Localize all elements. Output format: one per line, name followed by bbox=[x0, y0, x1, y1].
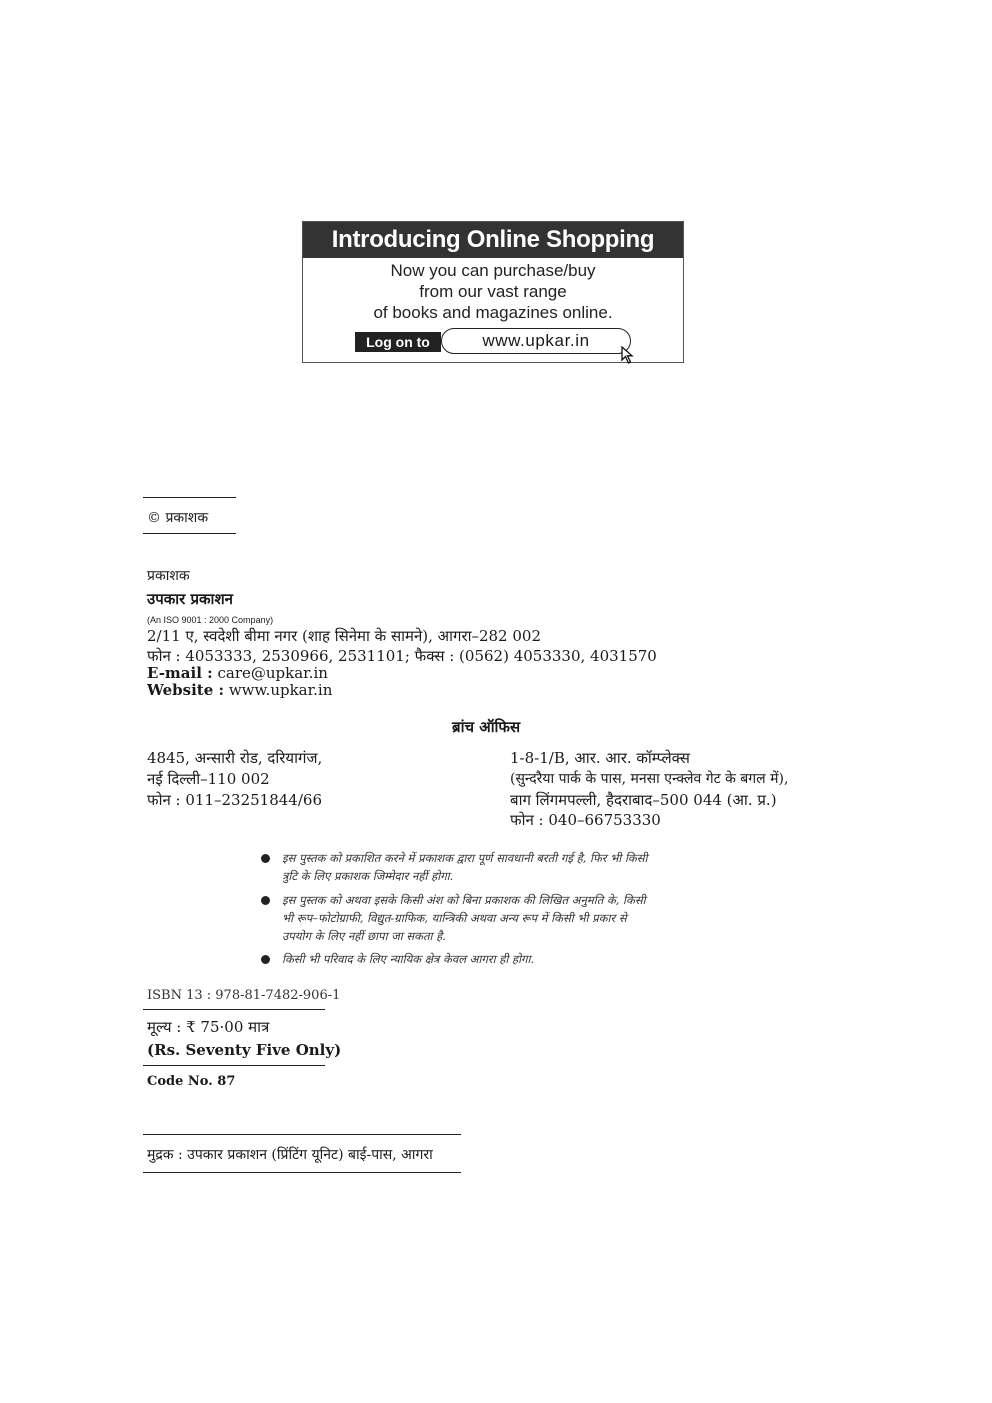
branch-right-line-3: बाग लिंगमपल्ली, हैदराबाद–500 044 (आ. प्र.) bbox=[510, 791, 777, 809]
iso-note: (An ISO 9001 : 2000 Company) bbox=[147, 615, 274, 625]
bullet-icon bbox=[261, 896, 270, 905]
note-1-line-2: त्रुटि के लिए प्रकाशक जिम्मेदार नहीं होगा. bbox=[282, 869, 454, 883]
printer-bottom-rule bbox=[143, 1172, 461, 1173]
publisher-name: उपकार प्रकाशन bbox=[147, 590, 233, 608]
note-1 bbox=[282, 849, 727, 885]
printer-top-rule bbox=[143, 1134, 461, 1135]
copyright-top-rule bbox=[143, 497, 236, 498]
price: मूल्य : ₹ 75·00 मात्र bbox=[147, 1018, 270, 1036]
online-shopping-ad bbox=[302, 221, 684, 363]
ad-banner-title: Introducing Online Shopping bbox=[303, 222, 683, 258]
note-3 bbox=[282, 950, 727, 968]
publisher-label: प्रकाशक bbox=[147, 568, 190, 584]
note-3-line-1: किसी भी परिवाद के लिए न्यायिक क्षेत्र केवल आगरा ही होगा. bbox=[282, 952, 535, 966]
email-value[interactable]: care@upkar.in bbox=[217, 664, 328, 682]
bullet-icon bbox=[261, 854, 270, 863]
publisher-phone: फोन : 4053333, 2530966, 2531101; फैक्स : (0562) 4053330, 4031570 bbox=[147, 647, 657, 665]
isbn-rule bbox=[143, 1009, 325, 1010]
price-in-words: (Rs. Seventy Five Only) bbox=[147, 1041, 342, 1059]
branch-heading: ब्रांच ऑफिस bbox=[452, 718, 521, 736]
branch-left-line-3: फोन : 011–23251844/66 bbox=[147, 791, 322, 809]
mouse-pointer-icon bbox=[621, 346, 635, 364]
website-label: Website : bbox=[147, 681, 225, 699]
branch-right-line-2: (सुन्दरैया पार्क के पास, मनसा एन्क्लेव गेट के बगल में), bbox=[510, 771, 789, 787]
ad-body-text bbox=[303, 260, 683, 323]
bullet-icon bbox=[261, 955, 270, 964]
note-2-line-1: इस पुस्तक को अथवा इसके किसी अंश को बिना प्रकाशक की लिखित अनुमति के, किसी bbox=[282, 893, 646, 907]
ad-line-3: of books and magazines online. bbox=[373, 303, 613, 322]
website-value[interactable]: www.upkar.in bbox=[228, 681, 333, 699]
email-label: E-mail : bbox=[147, 664, 213, 682]
ad-url-link[interactable]: www.upkar.in bbox=[441, 328, 631, 354]
publisher-address: 2/11 ए, स्वदेशी बीमा नगर (शाह सिनेमा के सामने), आगरा–282 002 bbox=[147, 627, 541, 645]
publisher-email-line bbox=[147, 664, 328, 682]
copyright-bottom-rule bbox=[143, 533, 236, 534]
branch-left-line-2: नई दिल्ली–110 002 bbox=[147, 770, 270, 788]
isbn: ISBN 13 : 978-81-7482-906-1 bbox=[147, 988, 341, 1003]
note-2 bbox=[282, 891, 727, 945]
code-number: Code No. 87 bbox=[147, 1074, 236, 1089]
note-2-line-2: भी रूप–फोटोग्राफी, विद्युत-ग्राफिक, यान्त्रिकी अथवा अन्य रूप में किसी भी प्रकार से bbox=[282, 911, 627, 925]
price-rule bbox=[143, 1065, 325, 1066]
note-1-line-1: इस पुस्तक को प्रकाशित करने में प्रकाशक द्वारा पूर्ण सावधानी बरती गई है, फिर भी किसी bbox=[282, 851, 648, 865]
branch-right-line-1: 1-8-1/B, आर. आर. कॉम्प्लेक्स bbox=[510, 749, 690, 767]
publisher-website-line bbox=[147, 681, 332, 699]
printer-line: मुद्रक : उपकार प्रकाशन (प्रिंटिंग यूनिट) बाई-पास, आगरा bbox=[147, 1147, 433, 1163]
copyright-line: © प्रकाशक bbox=[147, 510, 209, 526]
log-on-label: Log on to bbox=[355, 332, 441, 352]
ad-line-1: Now you can purchase/buy bbox=[390, 261, 596, 280]
ad-line-2: from our vast range bbox=[419, 282, 567, 301]
note-2-line-3: उपयोग के लिए नहीं छापा जा सकता है. bbox=[282, 929, 446, 943]
branch-right-line-4: फोन : 040–66753330 bbox=[510, 811, 661, 829]
branch-left-line-1: 4845, अन्सारी रोड, दरियागंज, bbox=[147, 749, 323, 767]
